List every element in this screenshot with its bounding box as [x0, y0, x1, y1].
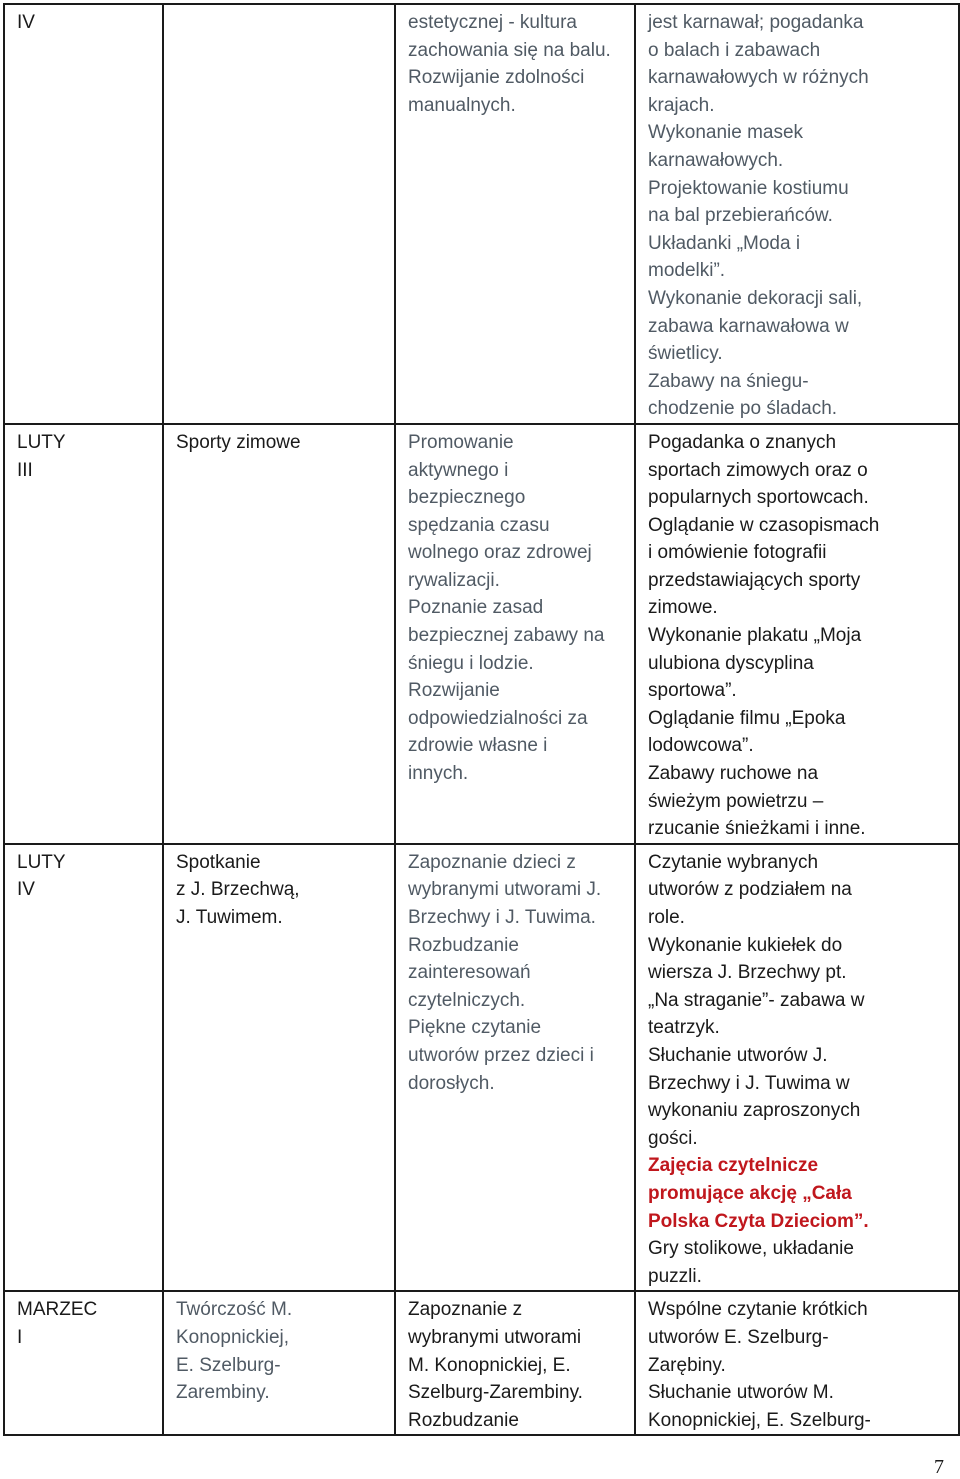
- text-line: karnawałowych w różnych: [648, 67, 869, 89]
- text-line: i omówienie fotografii: [648, 542, 827, 564]
- text-line: MARZEC: [17, 1299, 98, 1321]
- text-line: świeżym powietrzu –: [648, 790, 824, 812]
- text-line: Rozbudzanie: [408, 934, 519, 956]
- text-line: sportowa”.: [648, 680, 737, 702]
- activities-cell: [635, 1291, 959, 1435]
- text-line: modelki”.: [648, 260, 726, 282]
- text-line: LUTY: [17, 431, 66, 453]
- text-line: III: [17, 459, 33, 481]
- text-line: odpowiedzialności za: [408, 707, 588, 729]
- text-line: zachowania się na balu.: [408, 39, 611, 61]
- text-line: role.: [648, 907, 685, 928]
- text-line: teatrzyk.: [648, 1017, 720, 1039]
- text-line: utworów przez dzieci i: [408, 1044, 594, 1066]
- text-line: śniegu i lodzie.: [408, 652, 534, 674]
- text-line: Projektowanie kostiumu: [648, 177, 849, 199]
- text-line: o balach i zabawach: [648, 39, 821, 61]
- text-line: J. Tuwimem.: [176, 907, 283, 928]
- text-line: rzucanie śnieżkami i inne.: [648, 818, 866, 840]
- topic-cell: [163, 844, 395, 1292]
- text-line: popularnych sportowcach.: [648, 487, 869, 509]
- text-line: utworów z podziałem na: [648, 879, 852, 901]
- text-line: zabawa karnawałowa w: [648, 315, 849, 337]
- text-line: estetycznej - kultura: [408, 12, 577, 33]
- text-line: Słuchanie utworów M.: [648, 1382, 834, 1404]
- text-line: Wykonanie plakatu „Moja: [648, 625, 862, 647]
- text-line: karnawałowych.: [648, 149, 784, 171]
- text-line: Wykonanie dekoracji sali,: [648, 287, 863, 309]
- text-line: wykonaniu zaproszonych: [648, 1100, 861, 1122]
- text-line: LUTY: [17, 851, 66, 873]
- text-line: Piękne czytanie: [408, 1017, 542, 1039]
- topic-cell: [163, 424, 395, 844]
- text-line: Zapoznanie dzieci z: [408, 851, 576, 873]
- text-line: czytelniczych.: [408, 989, 526, 1011]
- text-line: Oglądanie filmu „Epoka: [648, 707, 846, 729]
- text-line: zainteresowań: [408, 962, 531, 984]
- month-cell: [4, 424, 163, 844]
- text-line: Rozwijanie zdolności: [408, 67, 585, 89]
- text-line: E. Szelburg-: [176, 1354, 281, 1376]
- text-line: Zabawy ruchowe na: [648, 763, 819, 785]
- text-line: Oglądanie w czasopismach: [648, 514, 880, 536]
- text-line: utworów E. Szelburg-: [648, 1326, 829, 1348]
- text-line: Sporty zimowe: [176, 431, 301, 453]
- text-line: chodzenie po śladach.: [648, 398, 838, 420]
- text-line: Wykonanie kukiełek do: [648, 934, 843, 956]
- table-row: [4, 4, 959, 424]
- text-line: puzzli.: [648, 1265, 702, 1287]
- text-line: Szelburg-Zarembiny.: [408, 1382, 583, 1404]
- table-row: [4, 1291, 959, 1435]
- text-line: Zarembiny.: [176, 1382, 270, 1404]
- text-line: bezpiecznego: [408, 487, 526, 509]
- text-line: promujące akcję „Cała: [648, 1182, 852, 1204]
- topic-cell: [163, 1291, 395, 1435]
- text-line: I: [17, 1326, 23, 1348]
- month-cell: [4, 4, 163, 424]
- text-line: aktywnego i: [408, 459, 509, 481]
- text-line: Słuchanie utworów J.: [648, 1044, 828, 1066]
- plan-table: [3, 3, 960, 1436]
- text-line: Poznanie zasad: [408, 597, 544, 619]
- text-line: Gry stolikowe, układanie: [648, 1238, 854, 1260]
- text-line: dorosłych.: [408, 1072, 495, 1094]
- text-line: Zapoznanie z: [408, 1299, 523, 1321]
- text-line: „Na straganie”- zabawa w: [648, 989, 865, 1011]
- text-line: IV: [17, 12, 35, 33]
- text-line: Polska Czyta Dzieciom”.: [648, 1210, 869, 1232]
- text-line: jest karnawał; pogadanka: [648, 12, 864, 33]
- text-line: rywalizacji.: [408, 569, 500, 591]
- text-line: Wykonanie masek: [648, 122, 804, 144]
- text-line: na bal przebierańców.: [648, 205, 833, 227]
- goals-cell: [395, 4, 635, 424]
- text-line: gości.: [648, 1127, 698, 1149]
- month-cell: [4, 1291, 163, 1435]
- text-line: Brzechwy i J. Tuwima.: [408, 907, 596, 928]
- text-line: manualnych.: [408, 94, 516, 116]
- text-line: Zajęcia czytelnicze: [648, 1155, 819, 1177]
- text-line: Rozwijanie: [408, 680, 500, 702]
- goals-cell: [395, 424, 635, 844]
- topic-cell: [163, 4, 395, 424]
- text-line: zimowe.: [648, 597, 718, 619]
- text-line: bezpiecznej zabawy na: [408, 625, 605, 647]
- text-line: spędzania czasu: [408, 514, 550, 536]
- text-line: Zarębiny.: [648, 1354, 726, 1376]
- text-line: Zabawy na śniegu-: [648, 370, 809, 392]
- text-line: innych.: [408, 763, 469, 785]
- highlight-text: [648, 1152, 948, 1235]
- activities-cell: [635, 4, 959, 424]
- text-line: lodowcowa”.: [648, 735, 754, 757]
- month-cell: [4, 844, 163, 1292]
- text-line: Czytanie wybranych: [648, 851, 819, 873]
- text-line: Brzechwy i J. Tuwima w: [648, 1072, 850, 1094]
- text-line: wolnego oraz zdrowej: [408, 542, 592, 564]
- text-line: wybranymi utworami J.: [408, 879, 602, 901]
- text-line: Pogadanka o znanych: [648, 431, 837, 453]
- table-row: [4, 424, 959, 844]
- text-line: Twórczość M.: [176, 1299, 293, 1321]
- text-line: sportach zimowych oraz o: [648, 459, 868, 481]
- text-line: Konopnickiej, E. Szelburg-: [648, 1409, 871, 1431]
- text-line: krajach.: [648, 94, 715, 116]
- text-line: świetlicy.: [648, 343, 723, 365]
- goals-cell: [395, 1291, 635, 1435]
- text-line: IV: [17, 879, 35, 901]
- text-line: Promowanie: [408, 431, 514, 453]
- text-line: przedstawiających sporty: [648, 569, 861, 591]
- table-row: [4, 844, 959, 1292]
- text-line: wybranymi utworami: [408, 1326, 582, 1348]
- text-line: ulubiona dyscyplina: [648, 652, 814, 674]
- activities-cell: [635, 844, 959, 1292]
- text-line: Konopnickiej,: [176, 1326, 290, 1348]
- goals-cell: [395, 844, 635, 1292]
- text-line: z J. Brzechwą,: [176, 879, 300, 901]
- activities-cell: [635, 424, 959, 844]
- text-line: Spotkanie: [176, 851, 261, 873]
- page-number: 7: [934, 1456, 944, 1478]
- text-line: Wspólne czytanie krótkich: [648, 1299, 868, 1321]
- text-line: zdrowie własne i: [408, 735, 548, 757]
- text-line: wiersza J. Brzechwy pt.: [648, 962, 847, 984]
- text-line: Rozbudzanie: [408, 1409, 519, 1431]
- text-line: M. Konopnickiej, E.: [408, 1354, 571, 1376]
- text-line: Układanki „Moda i: [648, 232, 801, 254]
